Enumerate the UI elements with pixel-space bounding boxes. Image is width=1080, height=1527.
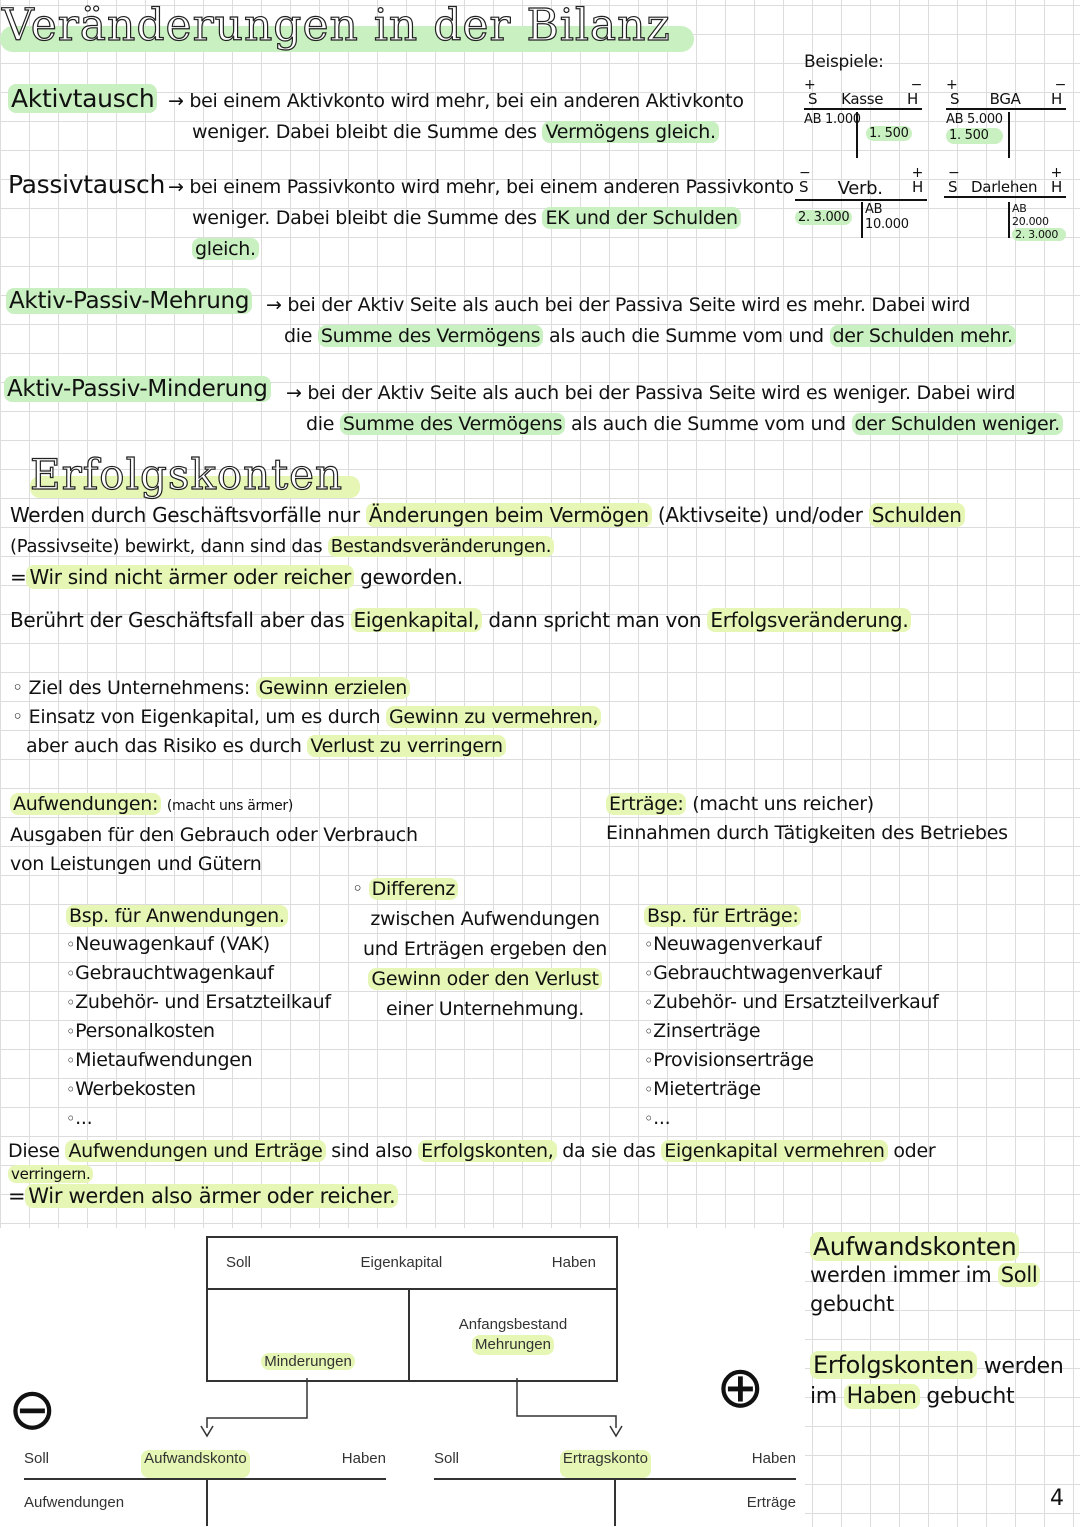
term-aktivtausch: Aktivtausch (8, 84, 157, 113)
list-item: ◦ Werbekosten (66, 1075, 331, 1104)
list-item: ◦ ... (644, 1104, 939, 1133)
t-account-bga: + − S BGA H AB 5.000 1. 500 (946, 80, 1066, 160)
t-account-kasse: + − S Kasse H AB 1.000 1. 500 (804, 80, 922, 160)
ertraege-examples: Bsp. für Erträge: ◦ Neuwagenverkauf ◦ Gebrauchtwagenverkauf ◦ Zubehör- und Ersatzteilverkauf ◦ Zinserträge ◦ Provisionserträge ◦ Mieterträge ◦ ... (644, 902, 939, 1133)
term-aktiv-passiv-minderung: Aktiv-Passiv-Minderung (4, 376, 271, 402)
page-title: Veränderungen in der Bilanz (2, 0, 671, 51)
list-item: ◦ Mieterträge (644, 1075, 939, 1104)
t-account-verb: − + S Verb. H 2. 3.000 AB 10.000 (795, 168, 927, 238)
list-item: ◦ ... (66, 1104, 331, 1133)
mehrung-desc: → bei der Aktiv Seite als auch bei der Passiva Seite wird es mehr. Dabei wird die Summe des Vermögens als auch die Summe vom und der Schulden mehr. (266, 290, 1016, 352)
list-item: ◦ Gebrauchtwagenkauf (66, 959, 331, 988)
erfolgskonten-intro: Werden durch Geschäftsvorfälle nur Änderungen beim Vermögen (Aktivseite) und/oder Schulden (Passivseite) bewirkt, dann sind das Bestandsveränderungen. = Wir sind nicht ärmer oder reicher geworden. Berührt der Geschäftsfall aber das Eigenkapital, dann spricht man von Erfolgsveränderung. (10, 500, 1075, 636)
list-item: ◦ Zubehör- und Ersatzteilverkauf (644, 988, 939, 1017)
plus-circle-icon: ⊕ (716, 1353, 765, 1421)
page-number: 4 (1050, 1486, 1064, 1511)
aufwendungen-definition: Aufwendungen: (macht uns ärmer) Ausgaben für den Gebrauch oder Verbrauch von Leistungen und Gütern (10, 793, 418, 875)
list-item: ◦ Provisionserträge (644, 1046, 939, 1075)
term-passivtausch: Passivtausch (8, 170, 166, 199)
list-item: ◦ Personalkosten (66, 1017, 331, 1046)
list-item: ◦ Zubehör- und Ersatzteilkauf (66, 988, 331, 1017)
aufwandskonto-t-account: Soll Aufwandskonto Haben Aufwendungen (24, 1450, 386, 1511)
ertragskonto-t-account: Soll Ertragskonto Haben Erträge (434, 1450, 796, 1511)
ertraege-definition: Erträge: (macht uns reicher) Einnahmen durch Tätigkeiten des Betriebes (606, 793, 1008, 844)
flow-arrows (190, 1378, 630, 1438)
term-aktiv-passiv-mehrung: Aktiv-Passiv-Mehrung (6, 288, 252, 314)
unternehmen-bullets: ◦ Ziel des Unternehmens: Gewinn erzielen ◦ Einsatz von Eigenkapital, um es durch Gewinn zu vermehren, aber auch das Risiko es durch Verlust zu verringern (12, 674, 601, 761)
t-account-darlehen: − + S Darlehen H AB 20.000 2. 3.000 (944, 168, 1066, 238)
list-item: ◦ Neuwagenverkauf (644, 930, 939, 959)
side-note-aufwandskonten: Aufwandskonten werden immer im Soll gebucht (810, 1232, 1075, 1319)
differenz-note: ◦ Differenz zwischen Aufwendungen und Erträgen ergeben den Gewinn oder den Verlust einer Unternehmung. (352, 878, 608, 1020)
eigenkapital-table: Soll Eigenkapital Haben Minderungen Anfangsbestand Mehrungen (206, 1236, 618, 1382)
list-item: ◦ Mietaufwendungen (66, 1046, 331, 1075)
aufwendungen-examples: Bsp. für Anwendungen. ◦ Neuwagenkauf (VAK) ◦ Gebrauchtwagenkauf ◦ Zubehör- und Ersatzteilkauf ◦ Personalkosten ◦ Mietaufwendungen ◦ Werbekosten ◦ ... (66, 902, 331, 1133)
list-item: ◦ Neuwagenkauf (VAK) (66, 930, 331, 959)
list-item: ◦ Zinserträge (644, 1017, 939, 1046)
list-item: ◦ Gebrauchtwagenverkauf (644, 959, 939, 988)
aktivtausch-desc: → bei einem Aktivkonto wird mehr, bei ein anderen Aktivkonto weniger. Dabei bleibt die Summe des Vermögens gleich. (168, 90, 744, 143)
minderung-desc: → bei der Aktiv Seite als auch bei der Passiva Seite wird es weniger. Dabei wird die Summe des Vermögens als auch die Summe vom und der Schulden weniger. (286, 378, 1063, 440)
summary: Diese Aufwendungen und Erträge sind also Erfolgskonten, da sie das Eigenkapital vermehren oder verringern. = Wir werden also ärmer oder reicher. (8, 1140, 936, 1208)
passivtausch-desc: → bei einem Passivkonto wird mehr, bei einem anderen Passivkonto weniger. Dabei bleibt die Summe des EK und der Schulden gleich. (168, 176, 794, 260)
title-highlight (0, 0, 700, 60)
beispiele-label: Beispiele: (804, 52, 884, 72)
side-note-erfolgskonten: Erfolgskonten werden im Haben gebucht (810, 1351, 1064, 1409)
minus-circle-icon: ⊖ (8, 1375, 57, 1443)
